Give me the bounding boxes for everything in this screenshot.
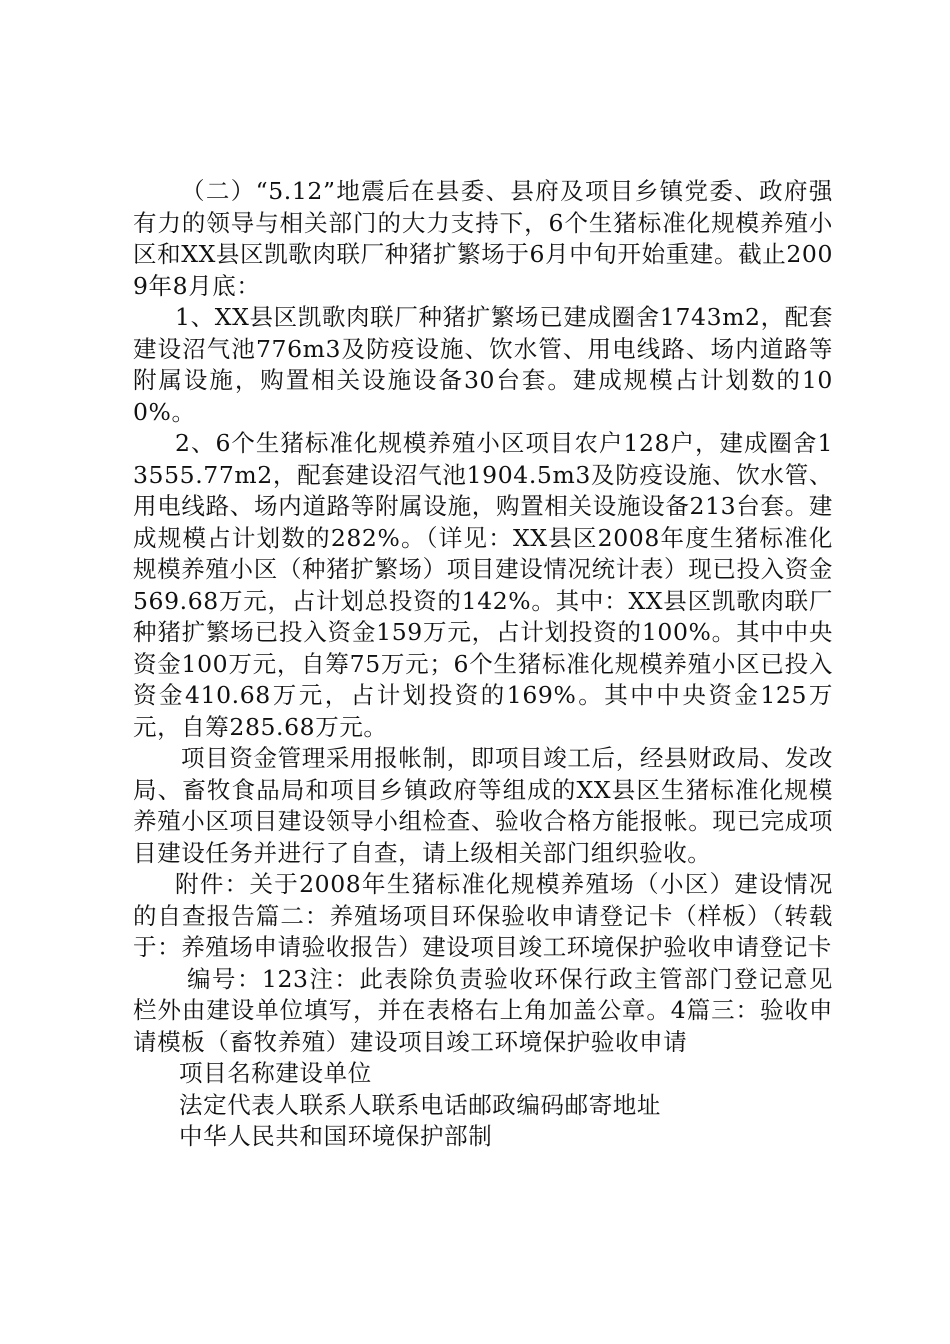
paragraph-attachment: 附件：关于2008年生猪标准化规模养殖场（小区）建设情况的自查报告篇二：养殖场项目环保验收申请登记卡（样板）（转载于：养殖场申请验收报告）建设项目竣工环境保护验收申请登记卡 bbox=[133, 870, 833, 961]
document-page bbox=[133, 176, 833, 1153]
line-project-name: 项目名称建设单位 bbox=[179, 1059, 372, 1087]
paragraph-number-note: 编号：123注：此表除负责验收环保行政主管部门登记意见栏外由建设单位填写，并在表格右上角加盖公章。4篇三：验收申请模板（畜牧养殖）建设项目竣工环境保护验收申请 bbox=[133, 964, 833, 1056]
paragraph-item-1: 1、XX县区凯歌肉联厂种猪扩繁场已建成圈舍1743m2，配套建设沼气池776m3及防疫设施、饮水管、用电线路、场内道路等附属设施，购置相关设施设备30台套。建成规模占计划数的100%。 bbox=[133, 303, 833, 426]
line-representative: 法定代表人联系人联系电话邮政编码邮寄地址 bbox=[179, 1090, 661, 1119]
paragraph-item-2: 2、6个生猪标准化规模养殖小区项目农户128户，建成圈舍13555.77m2，配套建设沼气池1904.5m3及防疫设施、饮水管、用电线路、场内道路等附属设施，购置相关设施设备213台套。建成规模占计划数的282%。（详见：XX县区2008年度生猪标准化规模养殖小区（种猪扩繁场）项目建设情况统计表）现已投入资金569.68万元，占计划总投资的142%。其中：XX县区凯歌肉联厂种猪扩繁场已投入资金159万元，占计划投资的100%。其中中央资金100万元，自筹75万元；6个生猪标准化规模养殖小区已投入资金410.68万元，占计划投资的169%。其中中央资金125万元，自筹285.68万元。 bbox=[133, 429, 833, 741]
paragraph-funding: 项目资金管理采用报帐制，即项目竣工后，经县财政局、发改局、畜牧食品局和项目乡镇政府等组成的XX县区生猪标准化规模养殖小区项目建设领导小组检查、验收合格方能报帐。现已完成项目建设任务并进行了自查，请上级相关部门组织验收。 bbox=[133, 744, 833, 867]
paragraph-intro: （二）“5.12”地震后在县委、县府及项目乡镇党委、政府强有力的领导与相关部门的大力支持下，6个生猪标准化规模养殖小区和XX县区凯歌肉联厂种猪扩繁场于6月中旬开始重建。截止2009年8月底： bbox=[133, 177, 833, 300]
line-ministry: 中华人民共和国环境保护部制 bbox=[179, 1122, 493, 1150]
